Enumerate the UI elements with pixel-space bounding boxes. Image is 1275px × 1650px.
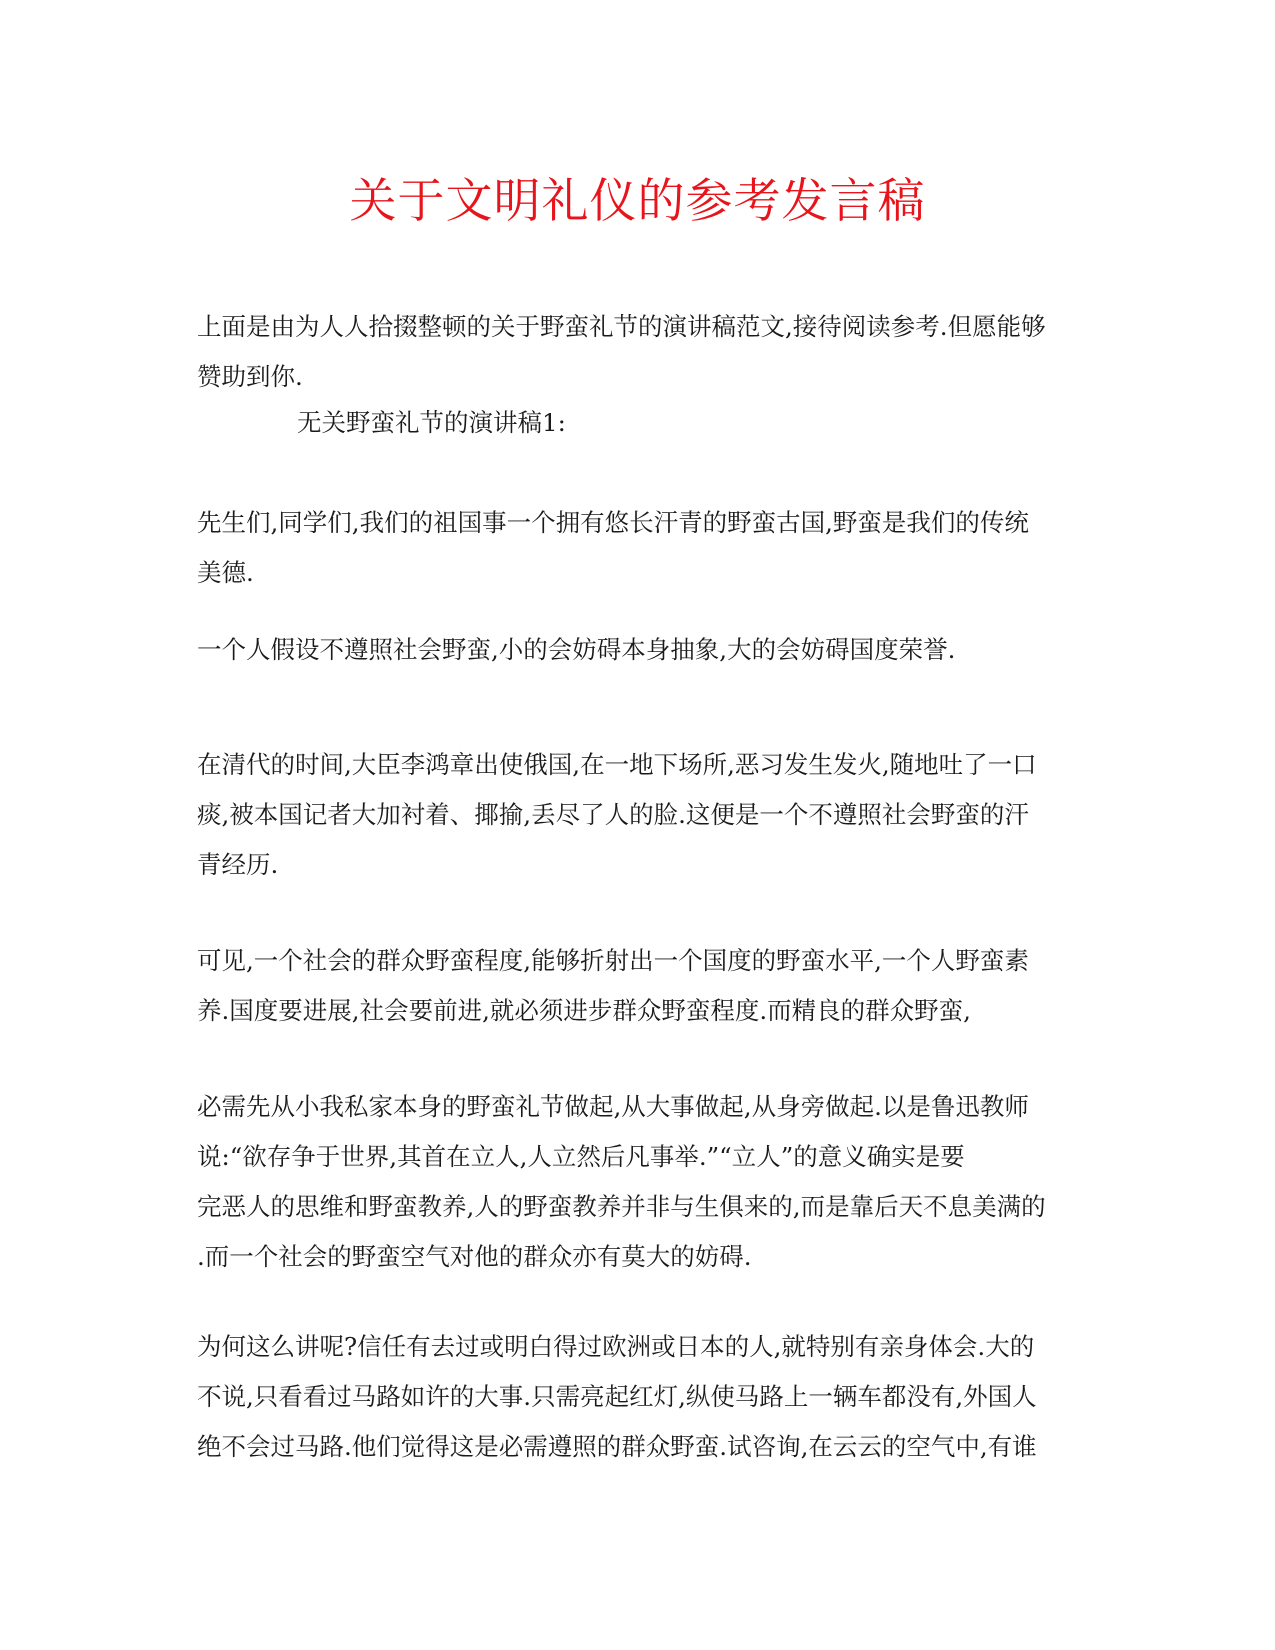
text-line: 上面是由为人人拾掇整顿的关于野蛮礼节的演讲稿范文,接待阅读参考.但愿能够 (197, 312, 1046, 341)
text-line: 为何这么讲呢?信任有去过或明白得过欧洲或日本的人,就特别有亲身体会.大的 (197, 1332, 1035, 1361)
text-line: 不说,只看看过马路如许的大事.只需亮起红灯,纵使马路上一辆车都没有,外国人 (197, 1382, 1037, 1411)
paragraph (197, 740, 1077, 890)
paragraph (197, 625, 1077, 675)
text-line: 无关野蛮礼节的演讲稿1: (297, 408, 566, 437)
speech-subheading (297, 398, 1177, 448)
paragraph (197, 936, 1077, 1036)
text-line: 一个人假设不遵照社会野蛮,小的会妨碍本身抽象,大的会妨碍国度荣誉. (197, 635, 956, 664)
paragraph (197, 1082, 1077, 1282)
text-line: 青经历. (197, 850, 279, 879)
paragraph (197, 1322, 1077, 1472)
text-line: 绝不会过马路.他们觉得这是必需遵照的群众野蛮.试咨询,在云云的空气中,有谁 (197, 1432, 1037, 1461)
document-title: 关于文明礼仪的参考发言稿 (349, 174, 926, 229)
text-line: 先生们,同学们,我们的祖国事一个拥有悠长汗青的野蛮古国,野蛮是我们的传统 (197, 508, 1029, 537)
text-line: 在清代的时间,大臣李鸿章出使俄国,在一地下场所,恶习发生发火,随地吐了一口 (197, 750, 1037, 779)
text-line: 必需先从小我私家本身的野蛮礼节做起,从大事做起,从身旁做起.以是鲁迅教师 (197, 1092, 1029, 1121)
text-line: 可见,一个社会的群众野蛮程度,能够折射出一个国度的野蛮水平,一个人野蛮素 (197, 946, 1029, 975)
text-line: 赞助到你. (197, 362, 303, 391)
text-line: 痰,被本国记者大加衬着、揶揄,丢尽了人的脸.这便是一个不遵照社会野蛮的汗 (197, 800, 1029, 829)
paragraph (197, 498, 1077, 598)
text-line: 美德. (197, 558, 254, 587)
text-line: 养.国度要进展,社会要前进,就必须进步群众野蛮程度.而精良的群众野蛮, (197, 996, 971, 1025)
text-line: 说:“欲存争于世界,其首在立人,人立然后凡事举.”“立人”的意义确实是要 (197, 1142, 965, 1171)
text-line: .而一个社会的野蛮空气对他的群众亦有莫大的妨碍. (197, 1242, 752, 1271)
text-line: 完恶人的思维和野蛮教养,人的野蛮教养并非与生俱来的,而是靠后天不息美满的 (197, 1192, 1046, 1221)
paragraph-intro (197, 302, 1077, 402)
